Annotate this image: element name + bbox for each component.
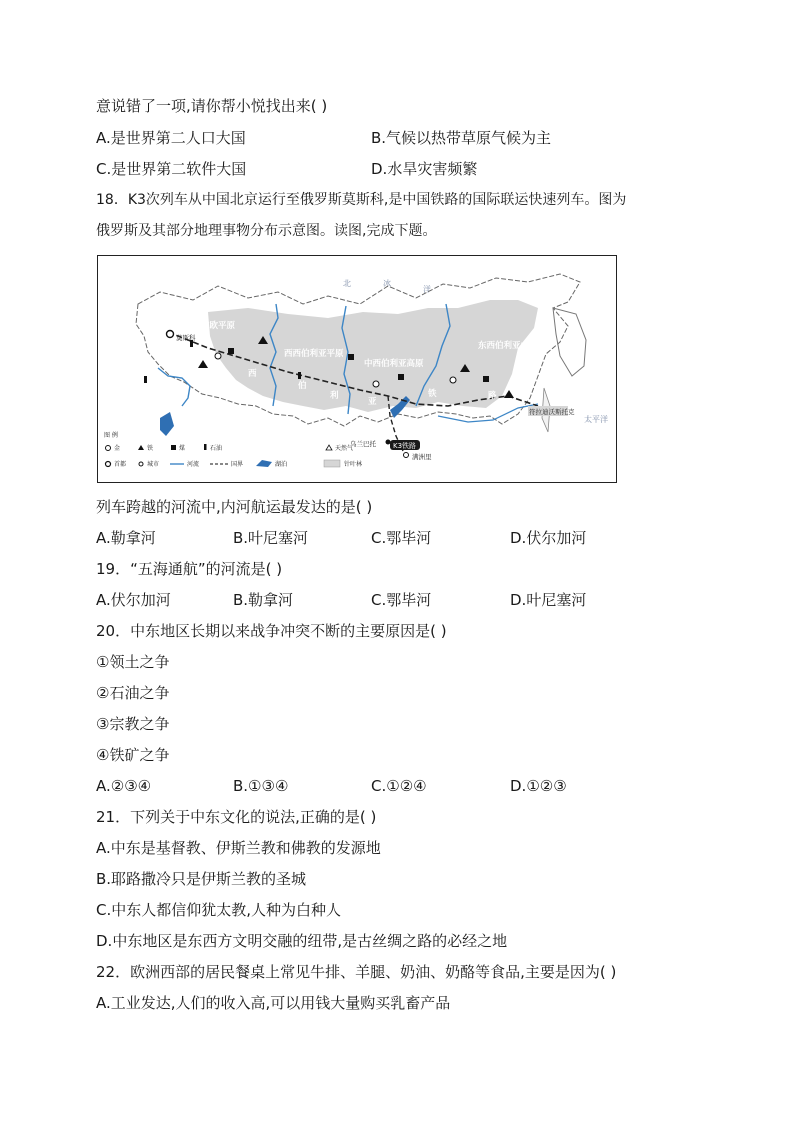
map-sea-char-3: 洋 bbox=[423, 285, 431, 294]
label-east-siberian-mountains: 东西伯利亚山地 bbox=[478, 341, 538, 351]
q20-option-b[interactable]: B.①③④ bbox=[233, 777, 289, 795]
legend-coal: 煤 bbox=[179, 445, 186, 452]
q19-option-c[interactable]: C.鄂毕河 bbox=[371, 591, 432, 609]
manzhouli-symbol bbox=[404, 453, 409, 458]
label-west-siberian-plain: 西西伯利亚平原 bbox=[284, 349, 344, 359]
q18-option-d[interactable]: D.伏尔加河 bbox=[510, 529, 587, 547]
legend-border: 国界 bbox=[231, 461, 244, 468]
legend-coal-icon bbox=[171, 445, 176, 450]
gold-symbol bbox=[215, 353, 221, 359]
legend-gold-icon bbox=[106, 446, 111, 451]
gold-symbol bbox=[373, 381, 379, 387]
coal-symbol bbox=[398, 374, 404, 380]
iron-symbol bbox=[198, 360, 208, 368]
q20-item-2: ②石油之争 bbox=[96, 684, 170, 702]
q22-stem: 22．欧洲西部的居民餐桌上常见牛排、羊腿、奶油、奶酪等食品,主要是因为( ) bbox=[96, 963, 617, 981]
q19-option-d[interactable]: D.叶尼塞河 bbox=[510, 591, 587, 609]
legend-city: 城市 bbox=[147, 461, 160, 468]
legend-city-icon bbox=[139, 462, 143, 466]
q20-stem: 20．中东地区长期以来战争冲突不断的主要原因是( ) bbox=[96, 622, 447, 640]
caspian-sea bbox=[160, 412, 174, 436]
legend-title: 图 例 bbox=[104, 432, 118, 439]
q20-option-c[interactable]: C.①②④ bbox=[371, 777, 427, 795]
label-central-siberian-plateau: 中西伯利亚高原 bbox=[364, 359, 424, 369]
q20-option-a[interactable]: A.②③④ bbox=[96, 777, 152, 795]
legend-lake-icon bbox=[256, 460, 272, 467]
map-sea-char-1: 北 bbox=[343, 279, 351, 288]
q17-option-d[interactable]: D.水旱灾害频繁 bbox=[371, 160, 478, 178]
railway-char-6: 路 bbox=[488, 391, 497, 401]
city-ulaanbaatar: 乌兰巴托 bbox=[350, 440, 376, 448]
city-manzhouli: 满洲里 bbox=[412, 453, 432, 461]
q18-stem-line1: 18．K3次列车从中国北京运行至俄罗斯莫斯科,是中国铁路的国际联运快速列车。图为 bbox=[96, 192, 627, 208]
q19-stem: 19．“五海通航”的河流是( ) bbox=[96, 560, 283, 578]
railway-char-3: 利 bbox=[330, 391, 339, 401]
q20-item-1: ①领土之争 bbox=[96, 653, 170, 671]
railway-char-4: 亚 bbox=[368, 397, 377, 407]
q18-option-a[interactable]: A.勒拿河 bbox=[96, 529, 156, 547]
oil-symbol bbox=[144, 376, 147, 383]
gold-symbol bbox=[450, 377, 456, 383]
city-vladivostok: 符拉迪沃斯托克 bbox=[529, 408, 575, 416]
legend-capital: 首都 bbox=[114, 461, 127, 468]
ulaanbaatar-symbol bbox=[386, 440, 391, 445]
legend-forest-icon bbox=[324, 460, 340, 467]
q19-option-b[interactable]: B.勒拿河 bbox=[233, 591, 294, 609]
oil-symbol bbox=[298, 372, 301, 379]
russia-map bbox=[97, 255, 617, 483]
label-east-european-plain: 东欧平原 bbox=[201, 321, 236, 331]
russia-map-svg bbox=[98, 256, 616, 482]
q21-stem: 21．下列关于中东文化的说法,正确的是( ) bbox=[96, 808, 377, 826]
legend-forest: 针叶林 bbox=[344, 461, 363, 468]
legend-river: 河流 bbox=[187, 461, 200, 468]
q22-option-a[interactable]: A.工业发达,人们的收入高,可以用钱大量购买乳畜产品 bbox=[96, 994, 451, 1012]
coal-symbol bbox=[483, 376, 489, 382]
q21-option-c[interactable]: C.中东人都信仰犹太教,人种为白种人 bbox=[96, 901, 342, 919]
q18-option-c[interactable]: C.鄂毕河 bbox=[371, 529, 432, 547]
coal-symbol bbox=[348, 354, 354, 360]
coal-symbol bbox=[228, 348, 234, 354]
legend-iron-icon bbox=[138, 445, 144, 450]
q21-option-b[interactable]: B.耶路撒冷只是伊斯兰教的圣城 bbox=[96, 870, 307, 888]
q20-item-4: ④铁矿之争 bbox=[96, 746, 170, 764]
legend-oil: 石油 bbox=[210, 445, 223, 452]
moscow-capital-symbol bbox=[167, 331, 174, 338]
legend-gas-icon bbox=[326, 445, 332, 450]
q21-option-a[interactable]: A.中东是基督教、伊斯兰教和佛教的发源地 bbox=[96, 839, 381, 857]
legend-iron: 铁 bbox=[147, 445, 154, 452]
q17-stem-tail: 意说错了一项,请你帮小悦找出来( ) bbox=[96, 97, 328, 115]
q18-question: 列车跨越的河流中,内河航运最发达的是( ) bbox=[96, 498, 373, 516]
legend-oil-icon bbox=[204, 444, 207, 450]
kamchatka bbox=[553, 308, 586, 376]
q17-option-c[interactable]: C.是世界第二软件大国 bbox=[96, 160, 247, 178]
q21-option-d[interactable]: D.中东地区是东西方文明交融的纽带,是古丝绸之路的必经之地 bbox=[96, 932, 508, 950]
legend-capital-icon bbox=[106, 462, 111, 467]
iron-symbol bbox=[504, 390, 514, 398]
volga-river bbox=[158, 368, 190, 406]
q17-option-a[interactable]: A.是世界第二人口大国 bbox=[96, 129, 246, 147]
q18-option-b[interactable]: B.叶尼塞河 bbox=[233, 529, 309, 547]
railway-char-2: 伯 bbox=[298, 381, 307, 391]
legend-gold: 金 bbox=[114, 445, 121, 452]
q20-option-d[interactable]: D.①②③ bbox=[510, 777, 567, 795]
railway-char-5: 铁 bbox=[428, 389, 437, 399]
legend-gas: 天然气 bbox=[335, 445, 354, 452]
amur-river bbox=[438, 404, 538, 422]
q20-item-3: ③宗教之争 bbox=[96, 715, 170, 733]
legend-lake: 湖泊 bbox=[275, 461, 288, 468]
q17-option-b[interactable]: B.气候以热带草原气候为主 bbox=[371, 129, 552, 147]
city-moscow: 莫斯科 bbox=[176, 334, 196, 342]
q18-stem-line2: 俄罗斯及其部分地理事物分布示意图。读图,完成下题。 bbox=[96, 223, 437, 239]
k3-tag-text: K3铁路 bbox=[393, 442, 417, 450]
q19-option-a[interactable]: A.伏尔加河 bbox=[96, 591, 171, 609]
railway-char-1: 西 bbox=[248, 369, 257, 379]
map-pacific-ocean: 太平洋 bbox=[584, 415, 608, 424]
map-sea-char-2: 冰 bbox=[383, 279, 391, 288]
